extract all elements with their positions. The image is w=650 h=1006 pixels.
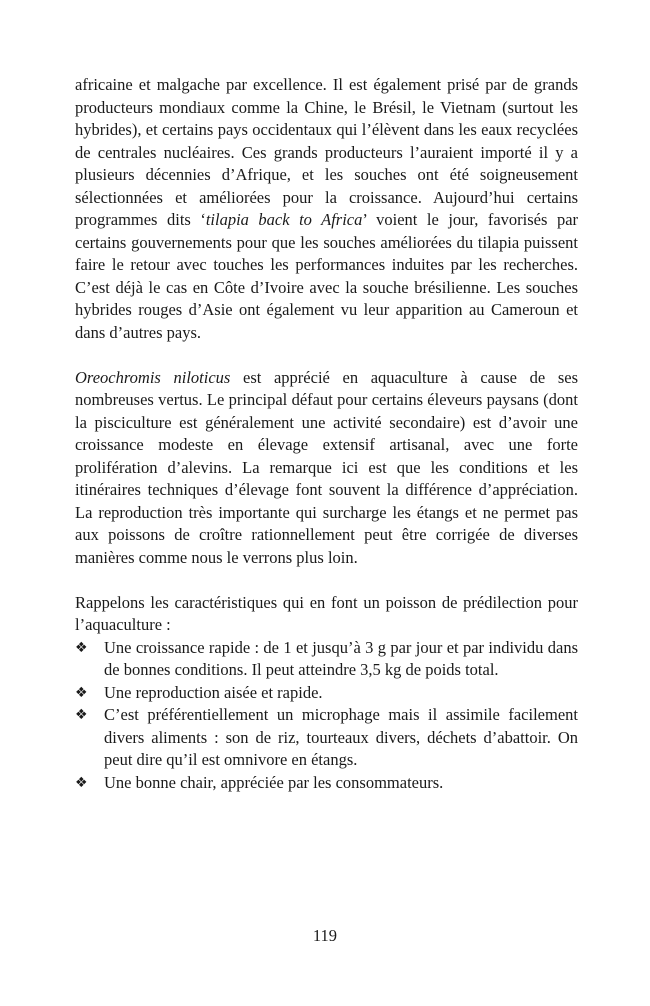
list-item-text: Une croissance rapide : de 1 et jusqu’à 3 g par jour et par individu dans de bonnes conditions. Il peut atteindre 3,5 kg de poids total. [104,637,578,679]
four-diamond-bullet-icon: ❖ [75,639,88,656]
four-diamond-bullet-icon: ❖ [75,707,88,723]
italic-phrase: tilapia back to Africa [205,210,363,229]
paragraph-niloticus-virtues [75,367,578,570]
list-item [75,704,578,772]
list-item-text: C’est préférentiellement un microphage mais il assimile facilement divers aliments : son de riz, tourteaux divers, déchets d’abattoir. On peut dire qu’il est omnivore en étangs. [104,705,578,769]
page-body [75,74,578,794]
paragraph-text: est apprécié en aquaculture à cause de ses nombreuses vertus. Le principal défaut pour certains éleveurs paysans (dont la pisciculture est généralement une activité secondaire) est d’avoir une croissance modeste en élevage extensif artisanal, avec une forte prolifération d’alevins. La remarque ici est que les conditions et les itinéraires techniques d’élevage font souvent la différence d’appréciation. La reproduction très importante qui surcharge les étangs et ne permet pas aux poissons de croître rationnellement peut être corrigée de diverses manières comme nous le verrons plus loin. [75,367,579,567]
paragraph-tilapia-origins [75,74,578,344]
four-diamond-bullet-icon: ❖ [75,684,88,701]
paragraph-text: ’ voient le jour, favorisés par certains gouvernements pour que les souches améliorées du tilapia puissent faire le retour avec touches les performances induites par les recherches. C’est déjà le cas en Côte d’Ivoire avec la souche brésilienne. Les souches hybrides rouges d’Asie ont également vu leur apparition au Cameroun et dans d’autres pays. [75,210,579,342]
characteristics-list [75,637,578,795]
page-number: 119 [312,926,338,945]
list-item-text: Une bonne chair, appréciée par les consommateurs. [104,772,444,792]
species-name: Oreochromis niloticus [75,367,231,387]
paragraph-characteristics-intro: Rappelons les caractéristiques qui en font un poisson de prédilection pour l’aquaculture : [75,592,578,634]
list-item [75,637,578,682]
list-item-text: Une reproduction aisée et rapide. [104,682,323,702]
four-diamond-bullet-icon: ❖ [75,774,88,791]
list-item [75,772,578,795]
paragraph-text: africaine et malgache par excellence. Il est également prisé par de grands producteurs mondiaux comme la Chine, le Brésil, le Vietnam (surtout les hybrides), et certains pays occidentaux qui l’élèvent dans les eaux recyclées de centrales nucléaires. Ces grands producteurs l’auraient importé il y a plusieurs décennies d’Afrique, et les souches ont été soigneusement sélectionnées et améliorées pour la croissance. Aujourd’hui certains programmes dits ‘ [75,75,578,229]
list-item [75,682,578,705]
